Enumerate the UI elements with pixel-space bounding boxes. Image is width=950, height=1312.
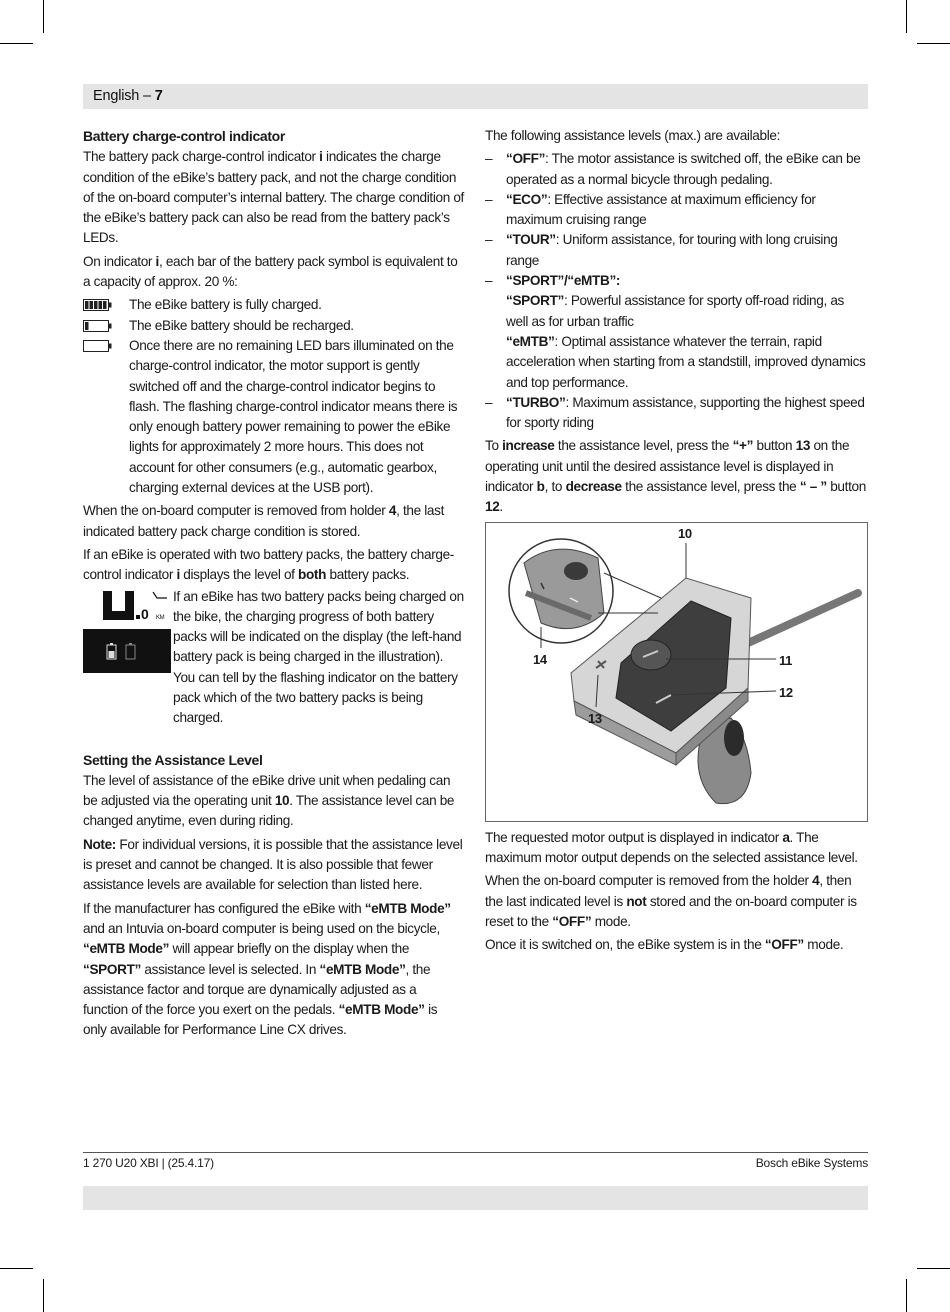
battery-full-icon xyxy=(83,299,112,311)
list-item: – “ECO”: Effective assistance at maximum efficiency for maximum cruising range xyxy=(485,191,816,228)
crop-mark xyxy=(917,1268,950,1269)
battery-heading: Battery charge-control indicator xyxy=(83,128,285,144)
assistance-paragraph: The level of assistance of the eBike drive unit when pedaling can be adjusted via the operating unit 10. The assistance level can be changed anytime, even during riding. xyxy=(83,772,455,829)
page-number: 7 xyxy=(154,88,163,104)
page-header xyxy=(83,84,868,109)
footer-brand: Bosch eBike Systems xyxy=(755,1156,868,1170)
footer-bar xyxy=(83,1186,868,1210)
crop-mark xyxy=(917,43,950,44)
page-header-text: English – 7 xyxy=(93,88,163,104)
list-item: – “TOUR”: Uniform assistance, for touring with long cruising range xyxy=(485,232,838,268)
emtb-paragraph: If the manufacturer has configured the eBike with “eMTB Mode” and an Intuvia on-board computer is being used on the bicycle, “eMTB Mode” will appear briefly on the display when the “SPORT” assistance level is selected. In “eMTB Mode”, the assistance factor and torque are dynamically adjusted as a function of the force you exert on the pedals. “eMTB Mode” is only available for Performance Line CX drives. xyxy=(83,900,451,1038)
crop-mark xyxy=(43,0,44,33)
callout-14: 14 xyxy=(533,651,547,667)
note-paragraph: Note: For individual versions, it is possible that the assistance level is preset and cannot be changed. It is also possible that fewer assistance levels are available for selection than listed here. xyxy=(83,836,463,893)
list-item: – “SPORT”/“eMTB”: “SPORT”: Powerful assistance for sporty off-road riding, as well as for urban traffic “eMTB”: Optimal assistance whatever the terrain, rapid acceleration when starting from a standstill, improved dynamics and top performance. xyxy=(485,273,866,390)
crop-mark xyxy=(906,0,907,33)
battery-bar-paragraph: On indicator i, each bar of the battery pack symbol is equivalent to a capacity of approx. 20 %: xyxy=(83,253,458,290)
footer-doc-id: 1 270 U20 XBI | (25.4.17) xyxy=(83,1156,214,1170)
motor-output-paragraph: The requested motor output is displayed in indicator a. The maximum motor output depends on the selected assistance level. xyxy=(485,829,858,865)
dual-battery-display-icon xyxy=(83,589,171,673)
reset-paragraph: When the on-board computer is removed from the holder 4, then the last indicated level is not stored and the on-board computer is reset to the “OFF” mode. xyxy=(485,873,857,929)
battery-low-icon xyxy=(83,320,112,332)
list-item: Once there are no remaining LED bars illuminated on the charge-control indicator, the motor support is gently switched off and the charge-control indicator begins to flash. The flashing charge-control indicator means there is only enough battery power remaining to power the eBike lights for approximately 2 more hours. This does not account for other consumers (e.g., automatic gearbox, charging external devices at the USB port). xyxy=(83,336,464,498)
svg-text:KM: KM xyxy=(156,614,165,621)
two-battery-paragraph: If an eBike is operated with two battery packs, the battery charge-control indicator i displays the level of both battery packs. xyxy=(83,546,454,583)
operating-unit-figure xyxy=(485,522,868,822)
crop-mark xyxy=(0,1268,33,1269)
list-item: The eBike battery is fully charged. xyxy=(83,295,464,315)
dual-battery-block xyxy=(83,589,464,747)
callout-11: 11 xyxy=(779,652,793,668)
change-level-paragraph: To increase the assistance level, press the “+” button 13 on the operating unit until the desired assistance level is displayed in indicator b, to decrease the assistance level, press the “ – ” button 12. xyxy=(485,438,866,515)
battery-symbol-list xyxy=(83,295,464,498)
left-column xyxy=(83,126,464,1044)
battery-empty-icon xyxy=(83,340,112,352)
levels-list xyxy=(485,149,868,433)
holder-paragraph: When the on-board computer is removed from holder 4, the last indicated battery pack charge condition is stored. xyxy=(83,503,444,539)
right-column xyxy=(485,126,868,958)
footer-rule xyxy=(83,1152,868,1153)
battery-paragraph: The battery pack charge-control indicator i indicates the charge condition of the eBike’s battery pack, and not the charge condition of the on-board computer’s internal battery. The charge condition of the eBike’s battery pack can also be read from the battery pack’s LEDs. xyxy=(83,149,464,246)
list-item: – “TURBO”: Maximum assistance, supporting the highest speed for sporty riding xyxy=(485,394,865,431)
operating-unit-illustration xyxy=(486,523,867,821)
crop-mark xyxy=(0,43,33,44)
levels-intro: The following assistance levels (max.) are available: xyxy=(485,128,781,143)
switch-on-paragraph: Once it is switched on, the eBike system is in the “OFF” mode. xyxy=(485,937,844,953)
svg-text:0: 0 xyxy=(141,605,149,622)
list-item: The eBike battery should be recharged. xyxy=(83,316,464,336)
assistance-heading: Setting the Assistance Level xyxy=(83,751,263,768)
callout-10: 10 xyxy=(678,525,692,541)
callout-13: 13 xyxy=(588,710,602,726)
callout-12: 12 xyxy=(779,684,793,700)
crop-mark xyxy=(43,1279,44,1312)
crop-mark xyxy=(906,1279,907,1312)
dual-battery-text: If an eBike has two battery packs being charged on the bike, the charging progress of both battery packs will be indicated on the display (the left-hand battery pack is being charged in the illustration). You can tell by the flashing indicator on the battery pack which of the two battery packs is being charged. xyxy=(173,588,464,726)
list-item: – “OFF”: The motor assistance is switched off, the eBike can be operated as a normal bicycle through pedaling. xyxy=(485,151,861,187)
